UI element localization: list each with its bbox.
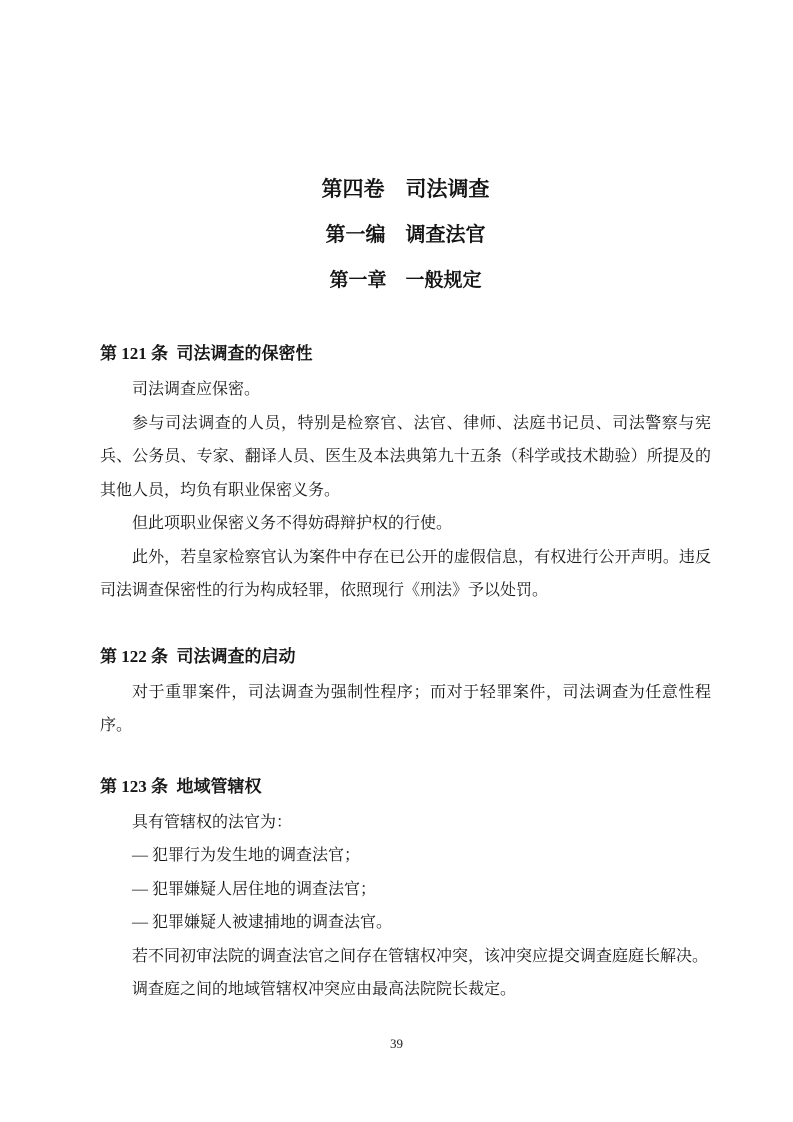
article-122	[100, 645, 711, 743]
page-number: 39	[390, 1036, 403, 1051]
volume-title: 第四卷 司法调查	[321, 177, 490, 201]
article-123-list-item: — 犯罪嫌疑人居住地的调查法官；	[132, 880, 377, 898]
article-122-paragraph: 对于重罪案件，司法调查为强制性程序；而对于轻罪案件，司法调查为任意性程序。	[100, 683, 711, 734]
article-121-paragraph: 参与司法调查的人员，特别是检察官、法官、律师、法庭书记员、司法警察与宪兵、公务员、专家、翻译人员、医生及本法典第九十五条（科学或技术勘验）所提及的其他人员，均负有职业保密义务。	[100, 414, 711, 499]
article-121	[100, 342, 711, 608]
article-121-paragraph: 司法调查应保密。	[132, 381, 261, 398]
article-123-heading: 第 123 条 地域管辖权	[100, 776, 262, 796]
article-123-list-item: — 犯罪嫌疑人被逮捕地的调查法官。	[132, 914, 393, 931]
article-123	[100, 775, 711, 1007]
article-123-paragraph: 若不同初审法院的调查法官之间存在管辖权冲突，该冲突应提交调查庭庭长解决。	[132, 947, 709, 965]
article-123-list-item: — 犯罪行为发生地的调查法官；	[132, 847, 361, 864]
part-title: 第一编 调查法官	[325, 224, 486, 246]
chapter-title: 第一章 一般规定	[329, 270, 482, 291]
article-123-paragraph: 具有管辖权的法官为：	[132, 813, 293, 831]
article-123-paragraph: 调查庭之间的地域管辖权冲突应由最高法院院长裁定。	[132, 981, 517, 998]
article-121-paragraph: 但此项职业保密义务不得妨碍辩护权的行使。	[132, 515, 453, 532]
article-121-heading: 第 121 条 司法调查的保密性	[100, 344, 313, 363]
article-122-heading: 第 122 条 司法调查的启动	[100, 646, 296, 666]
article-121-paragraph: 此外，若皇家检察官认为案件中存在已公开的虚假信息，有权进行公开声明。违反司法调查保密性的行为构成轻罪，依照现行《刑法》予以处罚。	[100, 548, 711, 599]
